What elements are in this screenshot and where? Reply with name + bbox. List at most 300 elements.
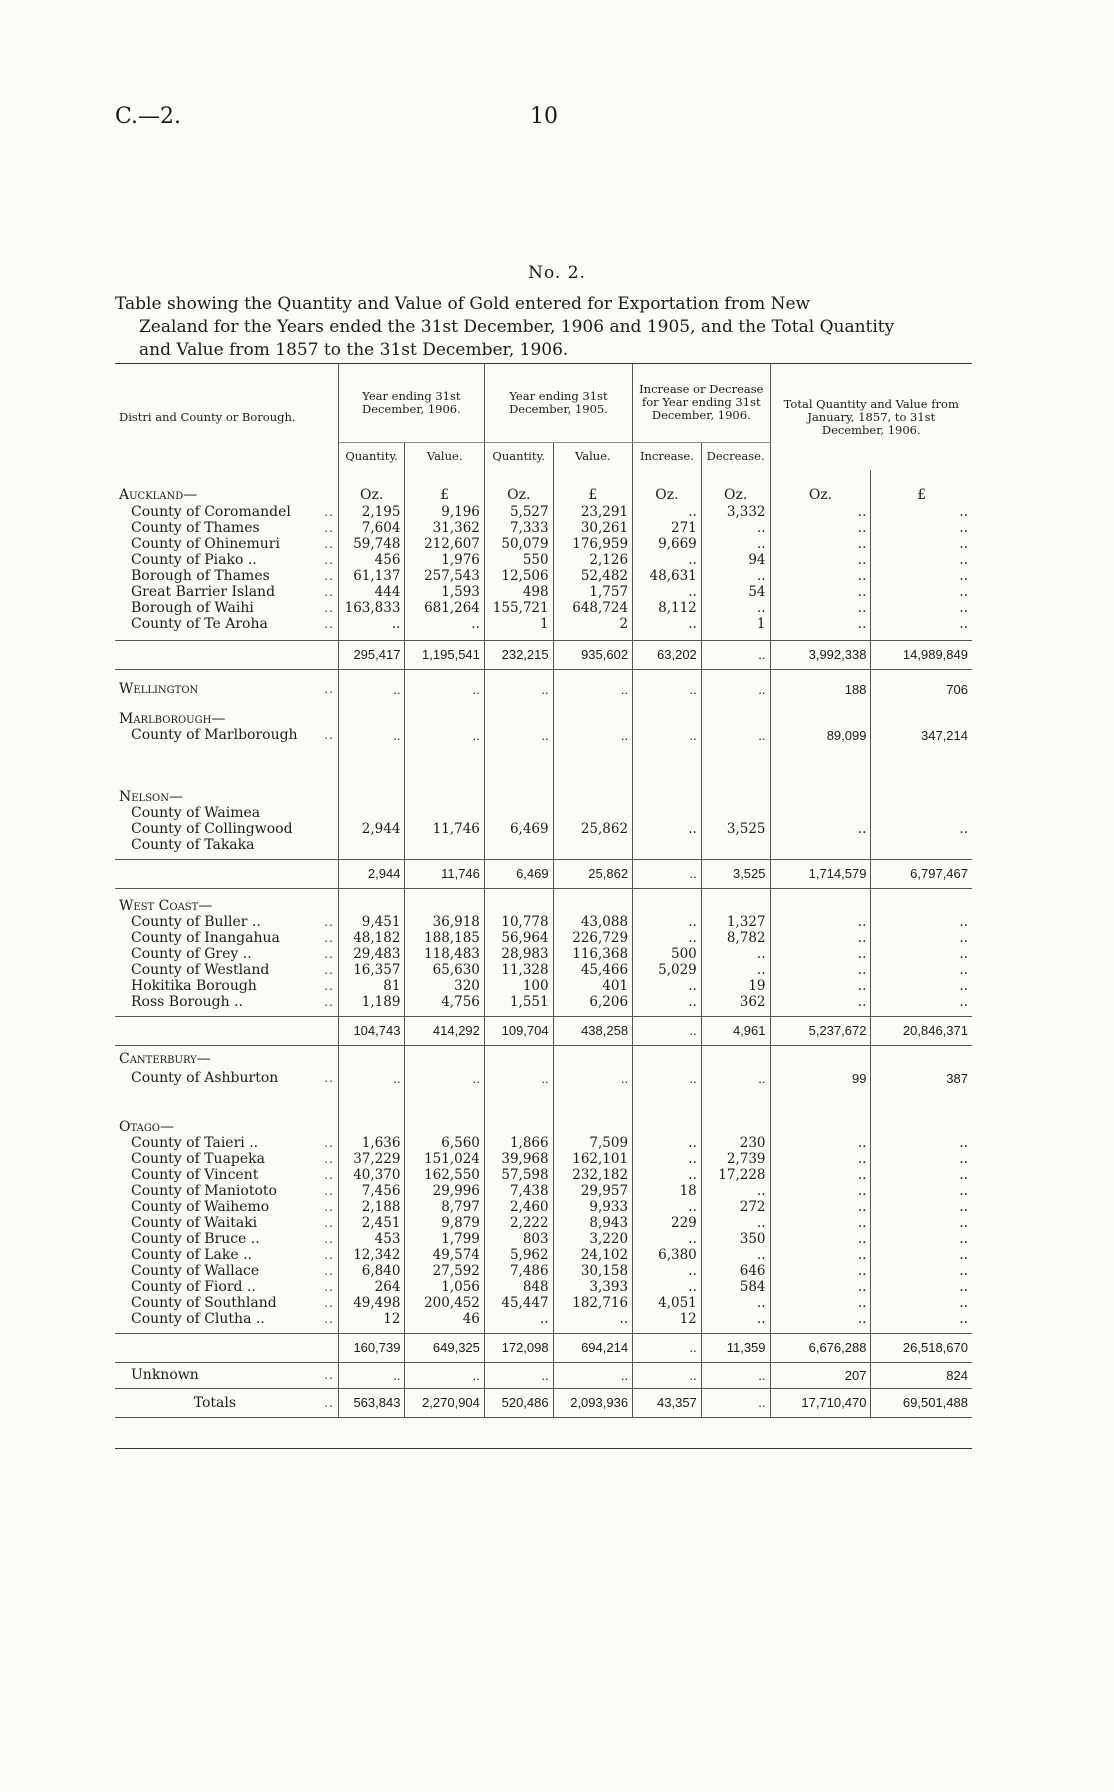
cell-dec: 94 [701, 552, 770, 568]
row-leader: .. [315, 536, 339, 552]
cell-tq: .. [770, 520, 871, 536]
cell-v06 [405, 1051, 484, 1067]
cell-dec: 350 [701, 1231, 770, 1247]
cell-dec: .. [701, 946, 770, 962]
cell-v06: 414,292 [405, 1016, 484, 1045]
cell-v05 [553, 837, 632, 853]
cell-tq: .. [770, 1183, 871, 1199]
cell-v05: 401 [553, 978, 632, 994]
cell-tv: .. [959, 1263, 968, 1279]
cell-inc: .. [633, 1151, 702, 1167]
canterbury-row [115, 1067, 972, 1089]
cell-tv: 706 [946, 681, 968, 697]
cell-inc [633, 898, 702, 914]
cell-tv: .. [959, 600, 968, 616]
cell-q05: 7,333 [484, 520, 553, 536]
cell-inc: .. [633, 1279, 702, 1295]
westcoast-row [115, 946, 972, 962]
cell-dec: .. [701, 600, 770, 616]
cell-q06: 61,137 [338, 568, 405, 584]
cell-q05: .. [484, 1311, 553, 1327]
row-label: Marlborough— [119, 711, 226, 727]
cell-q05: 520,486 [484, 1388, 553, 1417]
otago-row [115, 1263, 972, 1279]
cell-tv: .. [959, 1135, 968, 1151]
spacer-cell [315, 632, 339, 640]
cell-q06 [338, 805, 405, 821]
row-label: County of Lake .. [131, 1247, 252, 1263]
col-header-spacer [315, 364, 339, 470]
cell-q05: 848 [484, 1279, 553, 1295]
cell-q06: 456 [338, 552, 405, 568]
cell-tv [871, 1051, 972, 1067]
row-leader: .. [315, 1311, 339, 1327]
cell-tq [770, 711, 871, 727]
cell-q05 [484, 789, 553, 805]
cell-v05: 226,729 [553, 930, 632, 946]
cell-v05: 43,088 [553, 914, 632, 930]
row-leader [315, 1051, 339, 1067]
cell-tq [770, 1051, 871, 1067]
cell-q06: 2,944 [338, 821, 405, 837]
cell-v05: 648,724 [553, 600, 632, 616]
cell-tv [871, 789, 972, 805]
row-label: Totals [115, 1388, 315, 1417]
spacer-row [115, 888, 972, 898]
row-label: County of Ashburton [131, 1070, 279, 1086]
cell-v05 [553, 898, 632, 914]
row-leader [315, 1119, 339, 1135]
cell-q06 [338, 789, 405, 805]
spacer-cell [484, 632, 553, 640]
cell-v05: 29,957 [553, 1183, 632, 1199]
spacer-cell [405, 1089, 484, 1119]
spacer-cell [553, 703, 632, 711]
cell-tv: 20,846,371 [871, 1016, 972, 1045]
cell-v06 [405, 837, 484, 853]
unit-label: Oz. [484, 486, 553, 504]
row-label: Borough of Waihi [131, 600, 254, 616]
row-leader [315, 640, 339, 669]
cell-tq: .. [770, 1199, 871, 1215]
cell-v06: 118,483 [405, 946, 484, 962]
westcoast-header [115, 898, 972, 914]
cell-v06: .. [405, 675, 484, 703]
spacer-cell [338, 470, 405, 486]
cell-inc: 500 [633, 946, 702, 962]
cell-tq: 17,710,470 [770, 1388, 871, 1417]
cell-q05: 100 [484, 978, 553, 994]
cell-v05 [553, 789, 632, 805]
cell-q05: 109,704 [484, 1016, 553, 1045]
cell-q06: 563,843 [338, 1388, 405, 1417]
cell-tv: .. [959, 552, 968, 568]
auckland-row [115, 568, 972, 584]
cell-q05: 2,460 [484, 1199, 553, 1215]
spacer-cell [115, 703, 315, 711]
spacer-cell [338, 703, 405, 711]
cell-v05: 1,757 [553, 584, 632, 600]
cell-v05: 182,716 [553, 1295, 632, 1311]
cell-q05: 1 [484, 616, 553, 632]
row-label: County of Te Aroha [131, 616, 268, 632]
spacer-cell [115, 888, 315, 898]
cell-q05 [484, 1119, 553, 1135]
spacer-cell [115, 632, 315, 640]
row-label: County of Wallace [131, 1263, 260, 1279]
westcoast-row [115, 994, 972, 1010]
cell-tv: 26,518,670 [871, 1333, 972, 1362]
cell-v05: .. [553, 1362, 632, 1388]
row-leader: .. [315, 1199, 339, 1215]
nelson-total-row [115, 859, 972, 888]
row-label [115, 640, 315, 669]
cell-q06: .. [338, 727, 405, 743]
row-leader: .. [315, 1231, 339, 1247]
table-number: No. 2. [528, 263, 586, 283]
spacer-cell [315, 743, 339, 789]
cell-dec: .. [701, 1362, 770, 1388]
spacer-row [115, 1089, 972, 1119]
cell-tv [871, 898, 972, 914]
row-leader: .. [315, 504, 339, 520]
cell-q05 [484, 898, 553, 914]
col-header-1906: Year ending 31st December, 1906. [338, 364, 484, 442]
spacer-row [115, 703, 972, 711]
cell-tq: .. [770, 1279, 871, 1295]
cell-dec: .. [701, 1183, 770, 1199]
spacer-cell [405, 888, 484, 898]
otago-row [115, 1167, 972, 1183]
cell-q06 [338, 837, 405, 853]
cell-tq: 6,676,288 [770, 1333, 871, 1362]
cell-inc [633, 1119, 702, 1135]
cell-v05: 45,466 [553, 962, 632, 978]
cell-tv: .. [959, 1215, 968, 1231]
col-header-change: Increase or Decrease for Year ending 31st December, 1906. [633, 364, 770, 442]
spacer-cell [553, 632, 632, 640]
cell-tv: 14,989,849 [871, 640, 972, 669]
page-number: 10 [530, 104, 558, 129]
cell-inc: .. [633, 504, 702, 520]
cell-dec: 3,525 [701, 859, 770, 888]
cell-q05: .. [484, 727, 553, 743]
cell-tv: .. [959, 994, 968, 1010]
spacer-cell [871, 470, 972, 486]
row-leader [315, 821, 339, 837]
cell-q05: 155,721 [484, 600, 553, 616]
cell-v05 [553, 1051, 632, 1067]
cell-v05: 2,093,936 [553, 1388, 632, 1417]
row-label: County of Thames [131, 520, 260, 536]
cell-v05: 24,102 [553, 1247, 632, 1263]
cell-q06: 2,944 [338, 859, 405, 888]
cell-q05: 232,215 [484, 640, 553, 669]
spacer-cell [405, 632, 484, 640]
caption-line-2: Zealand for the Years ended the 31st December, 1906 and 1905, and the Total Quantity [139, 317, 895, 337]
cell-tq: 3,992,338 [770, 640, 871, 669]
cell-tq: .. [770, 914, 871, 930]
cell-dec: 2,739 [701, 1151, 770, 1167]
row-leader [315, 486, 339, 504]
table-caption [115, 293, 970, 362]
cell-v05: 23,291 [553, 504, 632, 520]
cell-dec: 230 [701, 1135, 770, 1151]
cell-tv: .. [959, 962, 968, 978]
cell-inc: .. [633, 859, 702, 888]
cell-tq: .. [770, 600, 871, 616]
cell-tv: .. [959, 584, 968, 600]
cell-v05: 694,214 [553, 1333, 632, 1362]
row-leader: .. [315, 1067, 339, 1089]
row-leader [315, 789, 339, 805]
cell-q05: 57,598 [484, 1167, 553, 1183]
cell-tv: 6,797,467 [871, 859, 972, 888]
row-label: Otago— [119, 1119, 175, 1135]
spacer-cell [338, 1089, 405, 1119]
row-leader: .. [315, 1263, 339, 1279]
row-label: County of Piako .. [131, 552, 257, 568]
cell-v05 [553, 1119, 632, 1135]
cell-dec: 11,359 [701, 1333, 770, 1362]
row-leader: .. [315, 1135, 339, 1151]
units-row [115, 486, 972, 504]
cell-q05: 1,551 [484, 994, 553, 1010]
cell-tq: .. [770, 1311, 871, 1327]
cell-q06: 37,229 [338, 1151, 405, 1167]
otago-row [115, 1295, 972, 1311]
cell-tv: .. [959, 946, 968, 962]
row-label: County of Southland [131, 1295, 277, 1311]
document-reference: C.—2. [115, 104, 182, 129]
row-leader: .. [315, 675, 339, 703]
cell-tq: .. [770, 616, 871, 632]
cell-q05: 550 [484, 552, 553, 568]
col-header-quantity-1905: Quantity. [484, 442, 553, 470]
otago-row [115, 1183, 972, 1199]
district-name-auckland: Auckland— [119, 487, 198, 503]
spacer-cell [871, 888, 972, 898]
cell-q06: 160,739 [338, 1333, 405, 1362]
spacer-cell [315, 888, 339, 898]
auckland-row [115, 584, 972, 600]
cell-tv: 387 [946, 1070, 968, 1086]
cell-tv: .. [959, 978, 968, 994]
cell-q06: 81 [338, 978, 405, 994]
cell-v05: .. [553, 675, 632, 703]
cell-dec: 4,961 [701, 1016, 770, 1045]
otago-header [115, 1119, 972, 1135]
cell-tv: .. [959, 616, 968, 632]
cell-v06: 188,185 [405, 930, 484, 946]
row-label: County of Bruce .. [131, 1231, 260, 1247]
cell-v05: .. [553, 727, 632, 743]
cell-dec: .. [701, 727, 770, 743]
cell-q05: .. [484, 675, 553, 703]
spacer-cell [484, 743, 553, 789]
cell-v05: 162,101 [553, 1151, 632, 1167]
cell-tv: .. [959, 536, 968, 552]
cell-dec: 1 [701, 616, 770, 632]
spacer-cell [871, 743, 972, 789]
cell-q06: 29,483 [338, 946, 405, 962]
row-leader: .. [315, 930, 339, 946]
row-leader: .. [315, 584, 339, 600]
cell-tq [770, 898, 871, 914]
row-label: County of Ohinemuri [131, 536, 280, 552]
cell-v06: 2,270,904 [405, 1388, 484, 1417]
cell-tq: .. [770, 1247, 871, 1263]
auckland-row [115, 616, 972, 632]
cell-v05: 176,959 [553, 536, 632, 552]
cell-q06: 9,451 [338, 914, 405, 930]
row-leader: .. [315, 978, 339, 994]
cell-inc [633, 805, 702, 821]
row-leader [315, 711, 339, 727]
spacer-cell [315, 1089, 339, 1119]
row-label: County of Clutha .. [131, 1311, 265, 1327]
cell-tv [871, 1119, 972, 1135]
otago-total-row [115, 1333, 972, 1362]
cell-tv [871, 711, 972, 727]
col-header-district: Distri and County or Borough. [119, 409, 296, 424]
row-leader: .. [315, 600, 339, 616]
cell-tq: .. [770, 962, 871, 978]
cell-q06: 2,451 [338, 1215, 405, 1231]
row-leader [315, 898, 339, 914]
wellington-row [115, 675, 972, 703]
row-leader: .. [315, 616, 339, 632]
row-leader: .. [315, 1151, 339, 1167]
cell-q05 [484, 837, 553, 853]
westcoast-row [115, 962, 972, 978]
col-header-quantity-1906: Quantity. [338, 442, 405, 470]
row-leader [315, 837, 339, 853]
spacer-row [115, 470, 972, 486]
cell-tq [770, 837, 871, 853]
cell-q05: 10,778 [484, 914, 553, 930]
cell-v05: .. [553, 1067, 632, 1089]
cell-v06: 49,574 [405, 1247, 484, 1263]
cell-inc: .. [633, 584, 702, 600]
row-leader [315, 859, 339, 888]
row-leader: .. [315, 1362, 339, 1388]
spacer-cell [770, 703, 871, 711]
cell-q06: 48,182 [338, 930, 405, 946]
row-label: County of Maniototo [131, 1183, 277, 1199]
cell-tv: .. [959, 1183, 968, 1199]
cell-v06: 1,799 [405, 1231, 484, 1247]
col-header-decrease: Decrease. [701, 442, 770, 470]
cell-q05: 5,527 [484, 504, 553, 520]
row-label [115, 859, 315, 888]
cell-v06: 9,879 [405, 1215, 484, 1231]
caption-line-3: and Value from 1857 to the 31st December, 1906. [139, 340, 569, 360]
cell-q06: 104,743 [338, 1016, 405, 1045]
cell-tv: .. [959, 520, 968, 536]
row-label: County of Coromandel [131, 504, 291, 520]
cell-tq: .. [770, 568, 871, 584]
spacer-cell [553, 888, 632, 898]
cell-tv: .. [959, 1295, 968, 1311]
cell-q05: 50,079 [484, 536, 553, 552]
nelson-row [115, 821, 972, 837]
spacer-cell [633, 888, 702, 898]
row-label: County of Takaka [131, 837, 255, 853]
cell-v06: 9,196 [405, 504, 484, 520]
cell-q06: 40,370 [338, 1167, 405, 1183]
cell-inc: .. [633, 1067, 702, 1089]
row-leader: .. [315, 520, 339, 536]
cell-q05: .. [484, 1067, 553, 1089]
cell-v05: .. [553, 1311, 632, 1327]
cell-dec: 8,782 [701, 930, 770, 946]
row-leader: .. [315, 1215, 339, 1231]
spacer-row [115, 632, 972, 640]
cell-dec: 584 [701, 1279, 770, 1295]
cell-dec: 1,327 [701, 914, 770, 930]
cell-tq: .. [770, 1135, 871, 1151]
cell-q06: 2,195 [338, 504, 405, 520]
marlborough-row [115, 727, 972, 743]
spacer-cell [484, 470, 553, 486]
cell-v05: 9,933 [553, 1199, 632, 1215]
cell-v05: 25,862 [553, 859, 632, 888]
row-leader: .. [315, 727, 339, 743]
grand-total-row [115, 1388, 972, 1417]
cell-inc: 6,380 [633, 1247, 702, 1263]
cell-inc: .. [633, 914, 702, 930]
cell-tq: .. [770, 978, 871, 994]
cell-v05: 8,943 [553, 1215, 632, 1231]
row-label: County of Collingwood [131, 821, 293, 837]
cell-dec: .. [701, 1311, 770, 1327]
cell-q06: 6,840 [338, 1263, 405, 1279]
cell-tq: .. [770, 536, 871, 552]
auckland-row [115, 536, 972, 552]
unknown-row [115, 1362, 972, 1388]
cell-tq: .. [770, 584, 871, 600]
cell-tv: .. [959, 914, 968, 930]
cell-q05: 45,447 [484, 1295, 553, 1311]
spacer-cell [770, 632, 871, 640]
cell-v05: 25,862 [553, 821, 632, 837]
cell-v05: 438,258 [553, 1016, 632, 1045]
cell-inc: .. [633, 616, 702, 632]
cell-v06: 31,362 [405, 520, 484, 536]
cell-tv: .. [959, 1247, 968, 1263]
row-leader: .. [315, 552, 339, 568]
cell-dec: .. [701, 1247, 770, 1263]
cell-v06: 320 [405, 978, 484, 994]
cell-dec: 3,525 [701, 821, 770, 837]
cell-v05: 3,393 [553, 1279, 632, 1295]
row-label: Canterbury— [119, 1051, 211, 1067]
canterbury-header [115, 1051, 972, 1067]
spacer-cell [405, 703, 484, 711]
cell-dec [701, 837, 770, 853]
cell-tv: .. [959, 1279, 968, 1295]
otago-row [115, 1215, 972, 1231]
row-label: County of Tuapeka [131, 1151, 265, 1167]
cell-v06: 27,592 [405, 1263, 484, 1279]
cell-dec: .. [701, 962, 770, 978]
spacer-cell [871, 1089, 972, 1119]
cell-v06: 681,264 [405, 600, 484, 616]
spacer-cell [633, 632, 702, 640]
cell-q06: 444 [338, 584, 405, 600]
cell-dec [701, 711, 770, 727]
